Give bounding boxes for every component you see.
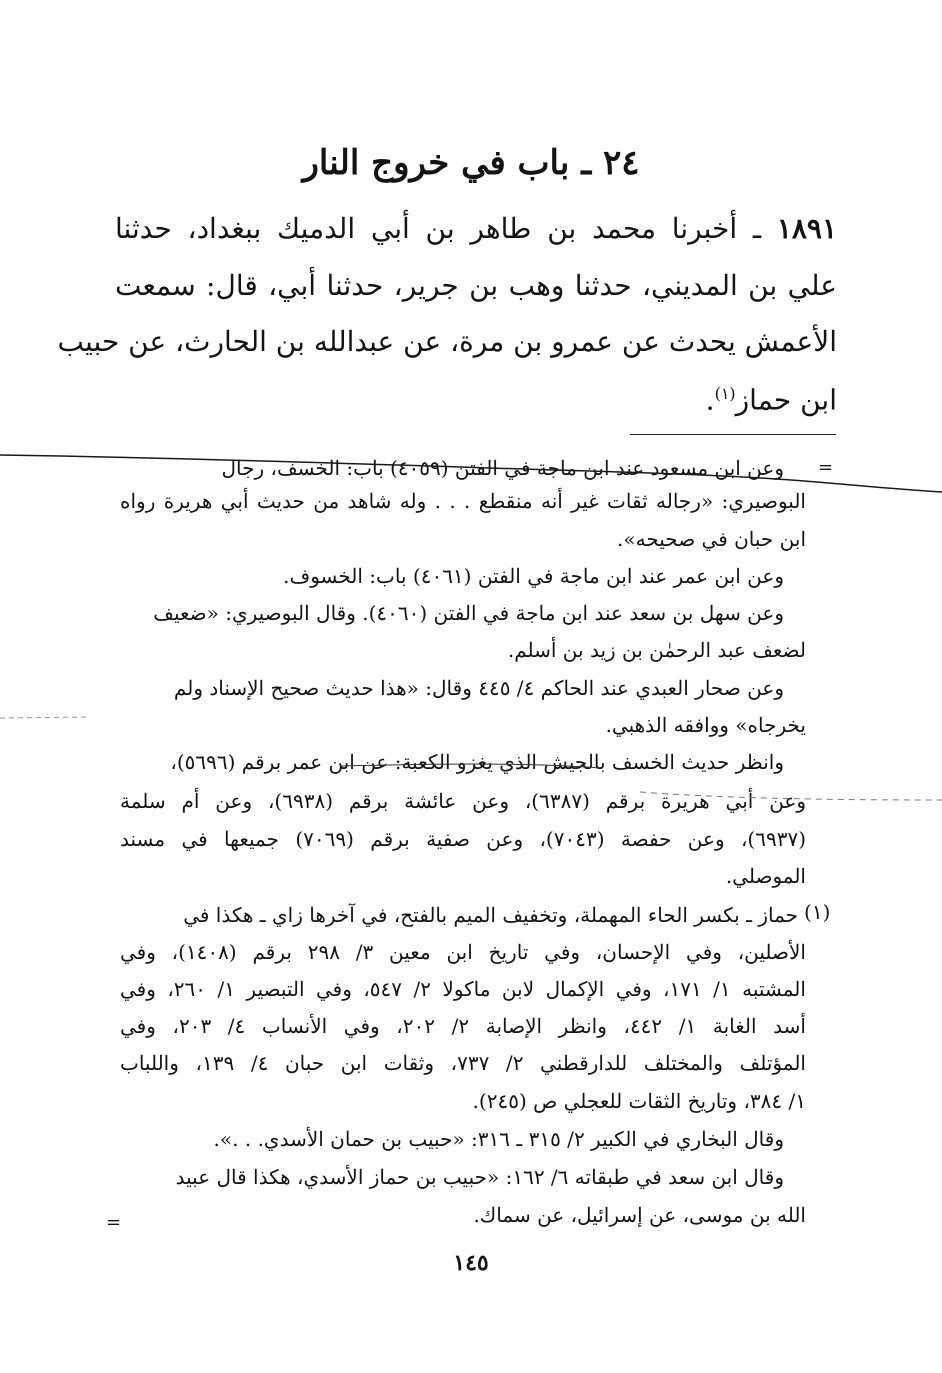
footnote-line: وعن صحار العبدي عند الحاكم ٤/ ٤٤٥ وقال: «هذا حديث صحيح الإسناد ولم [173,676,784,700]
footnote-line: (٦٩٣٧)، وعن حفصة (٧٠٤٣)، وعن صفية برقم (٧٠٦٩) جميعها في مسند [120,827,807,851]
footnote-line: وعن ابن مسعود عند ابن ماجة في الفتن (٤٠٥٩) باب: الخسف، رجال [221,456,784,480]
continuation-mark: = [106,1212,122,1233]
hadith-line-2: علي بن المديني، حدثنا وهب بن جرير، حدثنا أبي، قال: سمعت [115,269,837,302]
footnote-separator [630,434,836,435]
hadith-line-3: الأعمش يحدث عن عمرو بن مرة، عن عبدالله بن الحارث، عن حبيب [57,325,837,358]
footnote-line: وعن ابن عمر عند ابن ماجة في الفتن (٤٠٦١) باب: الخسوف. [283,564,784,588]
footnote-line: لضعف عبد الرحمٰن بن زيد بن أسلم. [507,638,806,662]
footnote-line: المشتبه ١/ ١٧١، وفي الإكمال لابن ماكولا ٢/ ٥٤٧، وفي التبصير ١/ ٢٦٠، وفي [120,977,806,1001]
page-number: ١٤٥ [453,1250,489,1276]
footnote-line: وعن سهل بن سعد عند ابن ماجة في الفتن (٤٠٦٠). وقال البوصيري: «ضعيف [153,601,784,625]
footnote-line: الله بن موسى، عن إسرائيل، عن سماك. [473,1203,806,1227]
footnote-line: وانظر حديث الخسف بالجيش الذي يغزو الكعبة: عن ابن عمر برقم (٥٦٩٦)، [170,750,784,774]
footnote-line: الأصلين، وفي الإحسان، وفي تاريخ ابن معين ٣/ ٢٩٨ برقم (١٤٠٨)، وفي [120,940,806,964]
footnote-number: (١) [804,900,831,924]
footnote-line: أسد الغابة ١/ ٤٤٢، وانظر الإصابة ٢/ ٢٠٢، وفي الأنساب ٤/ ٢٠٣، وفي [120,1014,806,1038]
footnote-line: ١/ ٣٨٤، وتاريخ الثقات للعجلي ص (٢٤٥). [472,1089,806,1113]
continuation-mark: = [818,457,834,478]
chapter-title: ٢٤ ـ باب في خروج النار [302,143,640,183]
footnote-line: ابن حبان في صحيحه». [617,527,806,551]
footnote-line: وقال البخاري في الكبير ٢/ ٣١٥ ـ ٣١٦: «حبيب بن حمان الأسدي. . .». [213,1127,784,1151]
footnote-line: يخرجاه» ووافقه الذهبي. [605,713,806,737]
hadith-line-1: ١٨٩١ ـ أخبرنا محمد بن طاهر بن أبي الدميك ببغداد، حدثنا [115,212,837,245]
footnote-line: الموصلي. [725,864,806,888]
footnote-line: وقال ابن سعد في طبقاته ٦/ ١٦٢: «حبيب بن حماز الأسدي، هكذا قال عبيد [175,1165,784,1189]
hadith-number: ١٨٩١ [776,212,837,245]
footnote-line: حماز ـ بكسر الحاء المهملة، وتخفيف الميم بالفتح، في آخرها زاي ـ هكذا في [183,903,798,927]
footnote-line: وعن أبي هريرة برقم (٦٣٨٧)، وعن عائشة برقم (٦٩٣٨)، وعن أم سلمة [120,789,807,813]
footnote-reference: (١) [714,384,736,403]
footnote-line: البوصيري: «رجاله ثقات غير أنه منقطع . . . وله شاهد من حديث أبي هريرة رواه [120,489,806,513]
hadith-line-4: ابن حماز$^{(١)}$. [705,383,837,417]
footnote-line: المؤتلف والمختلف للدارقطني ٢/ ٧٣٧، وثقات ابن حبان ٤/ ١٣٩، واللباب [120,1051,806,1075]
